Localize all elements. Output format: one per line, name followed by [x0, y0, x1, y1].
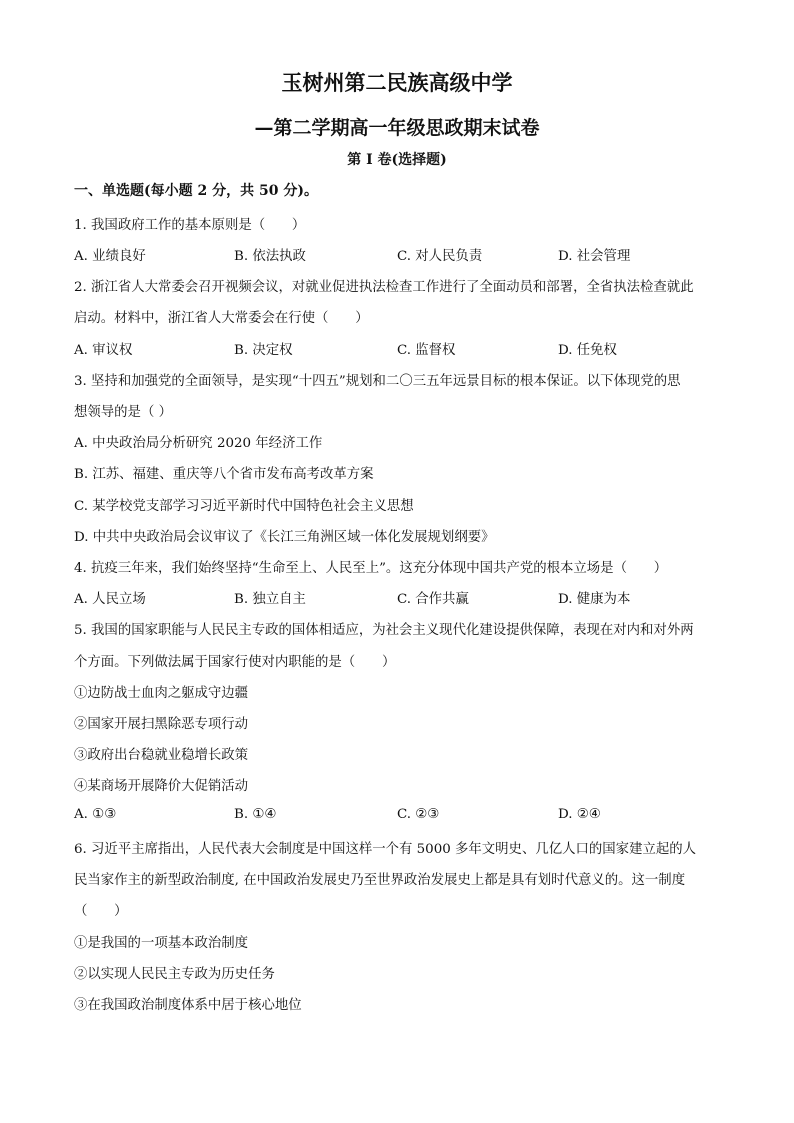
q4-option-c: C. 合作共赢	[397, 592, 469, 607]
exam-title: —第二学期高一年级思政期末试卷	[254, 117, 540, 139]
q1-option-d: D. 社会管理	[558, 249, 631, 264]
q3-option-c: C. 某学校党支部学习习近平新时代中国特色社会主义思想	[74, 499, 414, 514]
q6-item-2: ②以实现人民民主专政为历史任务	[74, 967, 275, 982]
q2-stem-line1: 2. 浙江省人大常委会召开视频会议，对就业促进执法检查工作进行了全面动员和部署，全省执法检查就此	[74, 280, 694, 295]
q2-option-b: B. 决定权	[234, 343, 293, 358]
q4-option-b: B. 独立自主	[234, 592, 306, 607]
q6-item-1: ①是我国的一项基本政治制度	[74, 936, 249, 951]
q6-item-3: ③在我国政治制度体系中居于核心地位	[74, 998, 302, 1013]
q6-stem-line3: （ ）	[74, 904, 128, 919]
section-heading: 一、单选题(每小题 2 分，共 50 分)。	[74, 183, 318, 199]
q5-option-d: D. ②④	[558, 807, 601, 822]
q6-stem-line1: 6. 习近平主席指出，人民代表大会制度是中国这样一个有 5000 多年文明史、几亿人口的国家建立起的人	[74, 842, 697, 857]
q3-option-b: B. 江苏、福建、重庆等八个省市发布高考改革方案	[74, 467, 374, 482]
q2-option-c: C. 监督权	[397, 343, 456, 358]
school-title: 玉树州第二民族高级中学	[281, 70, 513, 95]
q3-stem-line1: 3. 坚持和加强党的全面领导，是实现“十四五”规划和二〇三五年远景目标的根本保证。以下体现党的思	[74, 374, 681, 389]
q5-stem-line1: 5. 我国的国家职能与人民民主专政的国体相适应，为社会主义现代化建设提供保障，表现在对内和对外两	[74, 623, 694, 638]
q5-item-4: ④某商场开展降价大促销活动	[74, 779, 249, 794]
q5-option-b: B. ①④	[234, 807, 277, 822]
q4-option-d: D. 健康为本	[558, 592, 631, 607]
q4-option-a: A. 人民立场	[74, 592, 146, 607]
q2-stem-line2: 启动。材料中，浙江省人大常委会在行使（ ）	[74, 311, 369, 326]
q2-option-a: A. 审议权	[74, 343, 133, 358]
q1-option-b: B. 依法执政	[234, 249, 306, 264]
q2-option-d: D. 任免权	[558, 343, 617, 358]
q5-item-3: ③政府出台稳就业稳增长政策	[74, 748, 249, 763]
q5-stem-line2: 个方面。下列做法属于国家行使对内职能的是（ ）	[74, 655, 396, 670]
part-title: 第 I 卷(选择题)	[347, 152, 447, 168]
q6-stem-line2: 民当家作主的新型政治制度, 在中国政治发展史乃至世界政治发展史上都是具有划时代意义的。这一制度	[74, 873, 686, 888]
q1-stem: 1. 我国政府工作的基本原则是（ ）	[74, 218, 306, 233]
q4-stem: 4. 抗疫三年来，我们始终坚持“生命至上、人民至上”。这充分体现中国共产党的根本立场是（ ）	[74, 561, 668, 576]
q1-option-a: A. 业绩良好	[74, 249, 146, 264]
q3-option-d: D. 中共中央政治局会议审议了《长江三角洲区域一体化发展规划纲要》	[74, 530, 495, 545]
q3-option-a: A. 中央政治局分析研究 2020 年经济工作	[74, 436, 323, 451]
q1-option-c: C. 对人民负责	[397, 249, 483, 264]
q5-option-a: A. ①③	[74, 807, 117, 822]
q3-stem-line2: 想领导的是（ ）	[74, 405, 172, 420]
q5-item-1: ①边防战士血肉之躯成守边疆	[74, 686, 249, 701]
q5-item-2: ②国家开展扫黑除恶专项行动	[74, 717, 249, 732]
q5-option-c: C. ②③	[397, 807, 440, 822]
